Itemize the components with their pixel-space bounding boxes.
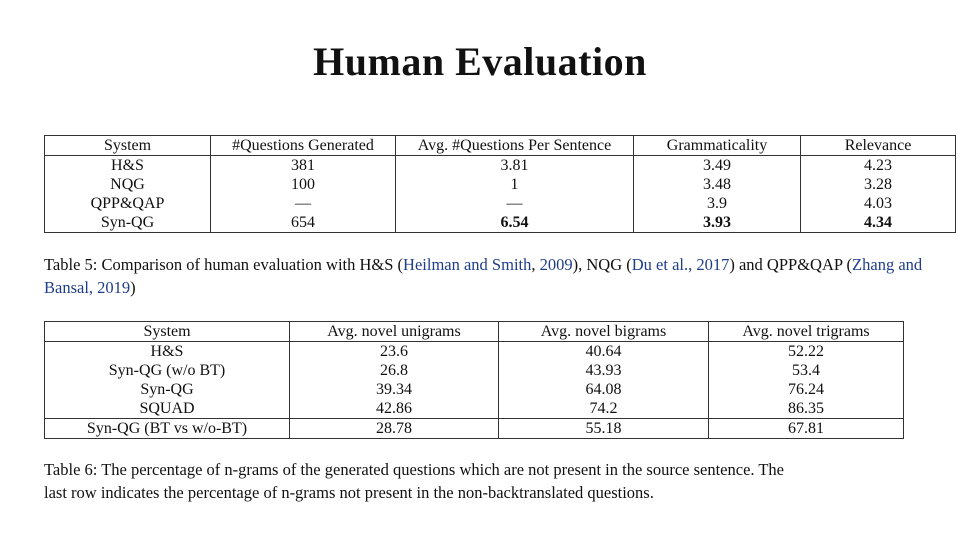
table-row	[45, 194, 956, 213]
table-cell: 654	[211, 213, 396, 233]
table-cell: H&S	[150, 343, 184, 360]
table-cell: —	[396, 194, 634, 213]
table-5-header-relevance: Relevance	[801, 136, 956, 156]
table-cell: Syn-QG	[100, 214, 155, 231]
table-6	[44, 321, 904, 439]
caption-line: Table 6: The percentage of n-grams of the generated questions which are not present in the source sentence. The	[44, 460, 784, 479]
table-6-header-bigrams: Avg. novel bigrams	[499, 322, 709, 342]
table-row	[45, 213, 956, 233]
table-6-header-system: System	[45, 322, 290, 342]
table-5-caption	[44, 253, 924, 299]
table-cell: —	[211, 194, 396, 213]
table-cell: 53.4	[709, 361, 904, 380]
table-cell: 86.35	[709, 399, 904, 419]
table-cell: 40.64	[499, 342, 709, 362]
table-cell: 4.23	[801, 156, 956, 176]
table-5-header-questions-generated: #Questions Generated	[211, 136, 396, 156]
table-5-header-system: System	[45, 136, 211, 156]
table-cell: 100	[211, 175, 396, 194]
table-cell-best: 3.93	[634, 213, 801, 233]
citation-link[interactable]: Du et al., 2017	[631, 255, 730, 274]
caption-line: last row indicates the percentage of n-grams not present in the non-backtranslated questions.	[44, 483, 654, 502]
table-row	[45, 156, 956, 176]
table-cell: 3.81	[396, 156, 634, 176]
table-6-header-trigrams: Avg. novel trigrams	[709, 322, 904, 342]
citation-link[interactable]: 2009	[539, 255, 573, 274]
table-cell: Syn-QG	[140, 381, 194, 398]
table-cell: QPP&QAP	[90, 195, 165, 212]
table-cell: Syn-QG (w/o BT)	[108, 362, 226, 379]
table-cell: 74.2	[499, 399, 709, 419]
table-cell: 3.48	[634, 175, 801, 194]
table-6-header-row	[45, 322, 904, 342]
table-cell: 43.93	[499, 361, 709, 380]
table-row	[45, 175, 956, 194]
table-cell-best: 6.54	[396, 213, 634, 233]
table-cell: 42.86	[290, 399, 499, 419]
citation-link[interactable]: Heilman and Smith	[403, 255, 532, 274]
table-cell: 26.8	[290, 361, 499, 380]
table-5-header-avg-questions: Avg. #Questions Per Sentence	[396, 136, 634, 156]
table-row	[45, 399, 904, 419]
table-cell: Syn-QG (BT vs w/o-BT)	[45, 419, 290, 439]
table-cell: NQG	[110, 176, 145, 193]
slide-title: Human Evaluation	[313, 39, 647, 84]
table-cell: 23.6	[290, 342, 499, 362]
table-cell-best: 4.34	[801, 213, 956, 233]
citation-link[interactable]: Zhang and Bansal, 2019	[44, 255, 923, 297]
table-row	[45, 342, 904, 362]
table-row	[45, 419, 904, 439]
table-5	[44, 135, 956, 233]
caption-text: ,	[531, 255, 540, 274]
table-5-header-grammaticality: Grammaticality	[634, 136, 801, 156]
caption-text: )	[130, 278, 136, 297]
caption-text: ), NQG (	[572, 255, 632, 274]
table-row	[45, 361, 904, 380]
table-cell: 64.08	[499, 380, 709, 399]
table-cell: 3.9	[634, 194, 801, 213]
table-cell: 52.22	[709, 342, 904, 362]
table-cell: 381	[211, 156, 396, 176]
table-cell: H&S	[111, 157, 144, 174]
table-cell: 39.34	[290, 380, 499, 399]
table-cell: 67.81	[709, 419, 904, 439]
table-6-caption	[44, 458, 944, 504]
table-cell: 55.18	[499, 419, 709, 439]
table-6-header-unigrams: Avg. novel unigrams	[290, 322, 499, 342]
table-cell: 76.24	[709, 380, 904, 399]
table-cell: SQUAD	[139, 400, 195, 417]
table-cell: 3.28	[801, 175, 956, 194]
table-5-header-row	[45, 136, 956, 156]
caption-text: Table 5: Comparison of human evaluation with H&S (	[44, 255, 404, 274]
table-cell: 4.03	[801, 194, 956, 213]
table-cell: 28.78	[290, 419, 499, 439]
caption-text: ) and QPP&QAP (	[729, 255, 853, 274]
table-row	[45, 380, 904, 399]
table-cell: 1	[396, 175, 634, 194]
table-cell: 3.49	[634, 156, 801, 176]
